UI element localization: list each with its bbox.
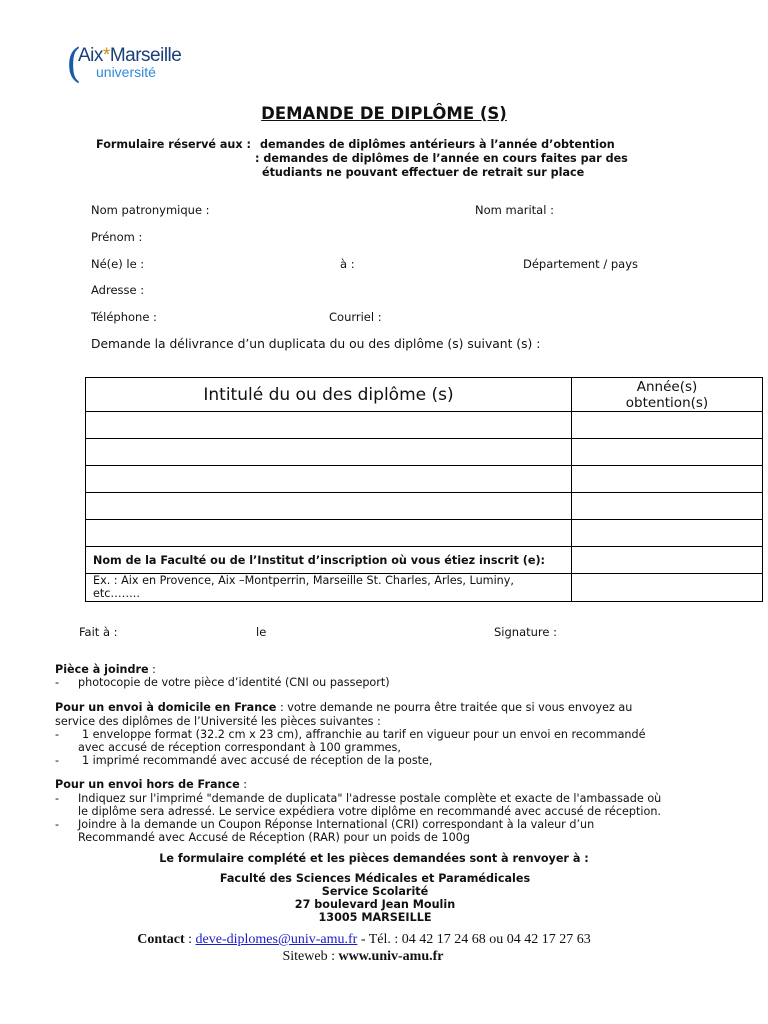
logo-bracket-icon: ( <box>66 41 82 87</box>
field-nom-marital[interactable]: Nom marital : <box>475 203 554 217</box>
year-cell[interactable] <box>572 466 763 493</box>
year-cell[interactable] <box>572 493 763 520</box>
list-item: - 1 enveloppe format (32.2 cm x 23 cm), affranchie au tarif en vigueur pour un envoi en recommandé <box>55 727 646 741</box>
field-signature[interactable]: Signature : <box>494 625 558 639</box>
list-item: - 1 imprimé recommandé avec accusé de réception de la poste, <box>55 754 433 768</box>
year-cell[interactable] <box>572 439 763 466</box>
table-row <box>86 493 763 520</box>
faculte-label: Nom de la Faculté ou de l’Institut d’inscription où vous étiez inscrit (e): <box>86 547 572 574</box>
diploma-cell[interactable] <box>86 466 572 493</box>
diploma-cell[interactable] <box>86 439 572 466</box>
contact-email-link[interactable]: deve-diplomes@univ-amu.fr <box>195 932 358 947</box>
diploma-cell[interactable] <box>86 412 572 439</box>
diplomas-table <box>85 377 763 602</box>
field-telephone[interactable]: Téléphone : <box>91 310 157 324</box>
field-date-naissance[interactable]: Né(e) le : <box>91 257 145 271</box>
table-row <box>86 412 763 439</box>
reserve-line-1: demandes de diplômes antérieurs à l’année d’obtention <box>260 138 615 151</box>
field-fait-a[interactable]: Fait à : <box>79 625 118 639</box>
reserve-prefix: Formulaire réservé aux : <box>96 138 251 151</box>
website-link[interactable]: www.univ-amu.fr <box>338 949 444 964</box>
faculte-input-cell[interactable]: Ex. : Aix en Provence, Aix –Montperrin, Marseille St. Charles, Arles, Luminy, etc…….. <box>86 574 572 602</box>
university-logo <box>66 41 182 88</box>
france-intro: service des diplômes de l’Université les pièces suivantes : <box>55 714 381 728</box>
demande-text: Demande la délivrance d’un duplicata du ou des diplôme (s) suivant (s) : <box>91 337 541 351</box>
table-row <box>86 439 763 466</box>
address-block: Faculté des Sciences Médicales et Paramédicales Service Scolarité 27 boulevard Jean Moulin 13005 MARSEILLE <box>219 872 531 924</box>
faculte-row <box>86 547 763 574</box>
list-item: - Joindre à la demande un Coupon Réponse International (CRI) correspondant à la valeur d’un <box>55 818 595 832</box>
exemple-extra-cell[interactable] <box>572 574 763 602</box>
year-cell[interactable] <box>572 520 763 547</box>
list-item: - photocopie de votre pièce d’identité (CNI ou passeport) <box>55 676 390 690</box>
logo-wordmark: Aix*Marseille <box>78 45 182 66</box>
page-title: DEMANDE DE DIPLÔME (S) <box>261 104 507 123</box>
table-row <box>86 520 763 547</box>
reserve-line-3: étudiants ne pouvant effectuer de retrait sur place <box>262 166 585 179</box>
table-row <box>86 466 763 493</box>
diploma-cell[interactable] <box>86 520 572 547</box>
website-line: Siteweb : www.univ-amu.fr <box>282 949 444 964</box>
header-annee: Année(s) obtention(s) <box>572 378 763 412</box>
field-lieu-naissance[interactable]: à : <box>340 257 355 271</box>
field-prenom[interactable]: Prénom : <box>91 230 143 244</box>
hors-heading: Pour un envoi hors de France : <box>55 778 248 792</box>
field-date[interactable]: le <box>256 625 267 639</box>
faculte-extra-cell[interactable] <box>572 547 763 574</box>
field-nom-patronymique[interactable]: Nom patronymique : <box>91 203 210 217</box>
table-header-row <box>86 378 763 412</box>
exemple-row <box>86 574 763 602</box>
field-courriel[interactable]: Courriel : <box>329 310 382 324</box>
list-item-continued: Recommandé avec Accusé de Réception (RAR) pour un poids de 100g <box>78 831 470 845</box>
diploma-cell[interactable] <box>86 493 572 520</box>
list-item: - Indiquez sur l'imprimé "demande de duplicata" l'adresse postale complète et exacte de l'ambassade où <box>55 791 662 805</box>
piece-heading: Pièce à joindre : <box>55 663 156 676</box>
contact-line: Contact : deve-diplomes@univ-amu.fr - Tél. : 04 42 17 24 68 ou 04 42 17 27 63 <box>137 932 591 947</box>
reserve-line-2: : demandes de diplômes de l’année en cours faites par des <box>255 152 628 165</box>
field-departement[interactable]: Département / pays <box>523 257 638 271</box>
header-intitule: Intitulé du ou des diplôme (s) <box>86 378 572 412</box>
list-item-continued: avec accusé de réception correspondant à 100 grammes, <box>78 741 401 755</box>
logo-subtitle: université <box>96 64 156 80</box>
list-item-continued: le diplôme sera adressé. Le service expédiera votre diplôme en recommandé avec accusé de réception. <box>78 804 661 818</box>
field-adresse[interactable]: Adresse : <box>91 283 145 297</box>
renvoi-text: Le formulaire complété et les pièces demandées sont à renvoyer à : <box>159 852 589 865</box>
instructions-block <box>55 663 745 844</box>
france-heading: Pour un envoi à domicile en France : votre demande ne pourra être traitée que si vous envoyez au <box>55 701 633 715</box>
year-cell[interactable] <box>572 412 763 439</box>
